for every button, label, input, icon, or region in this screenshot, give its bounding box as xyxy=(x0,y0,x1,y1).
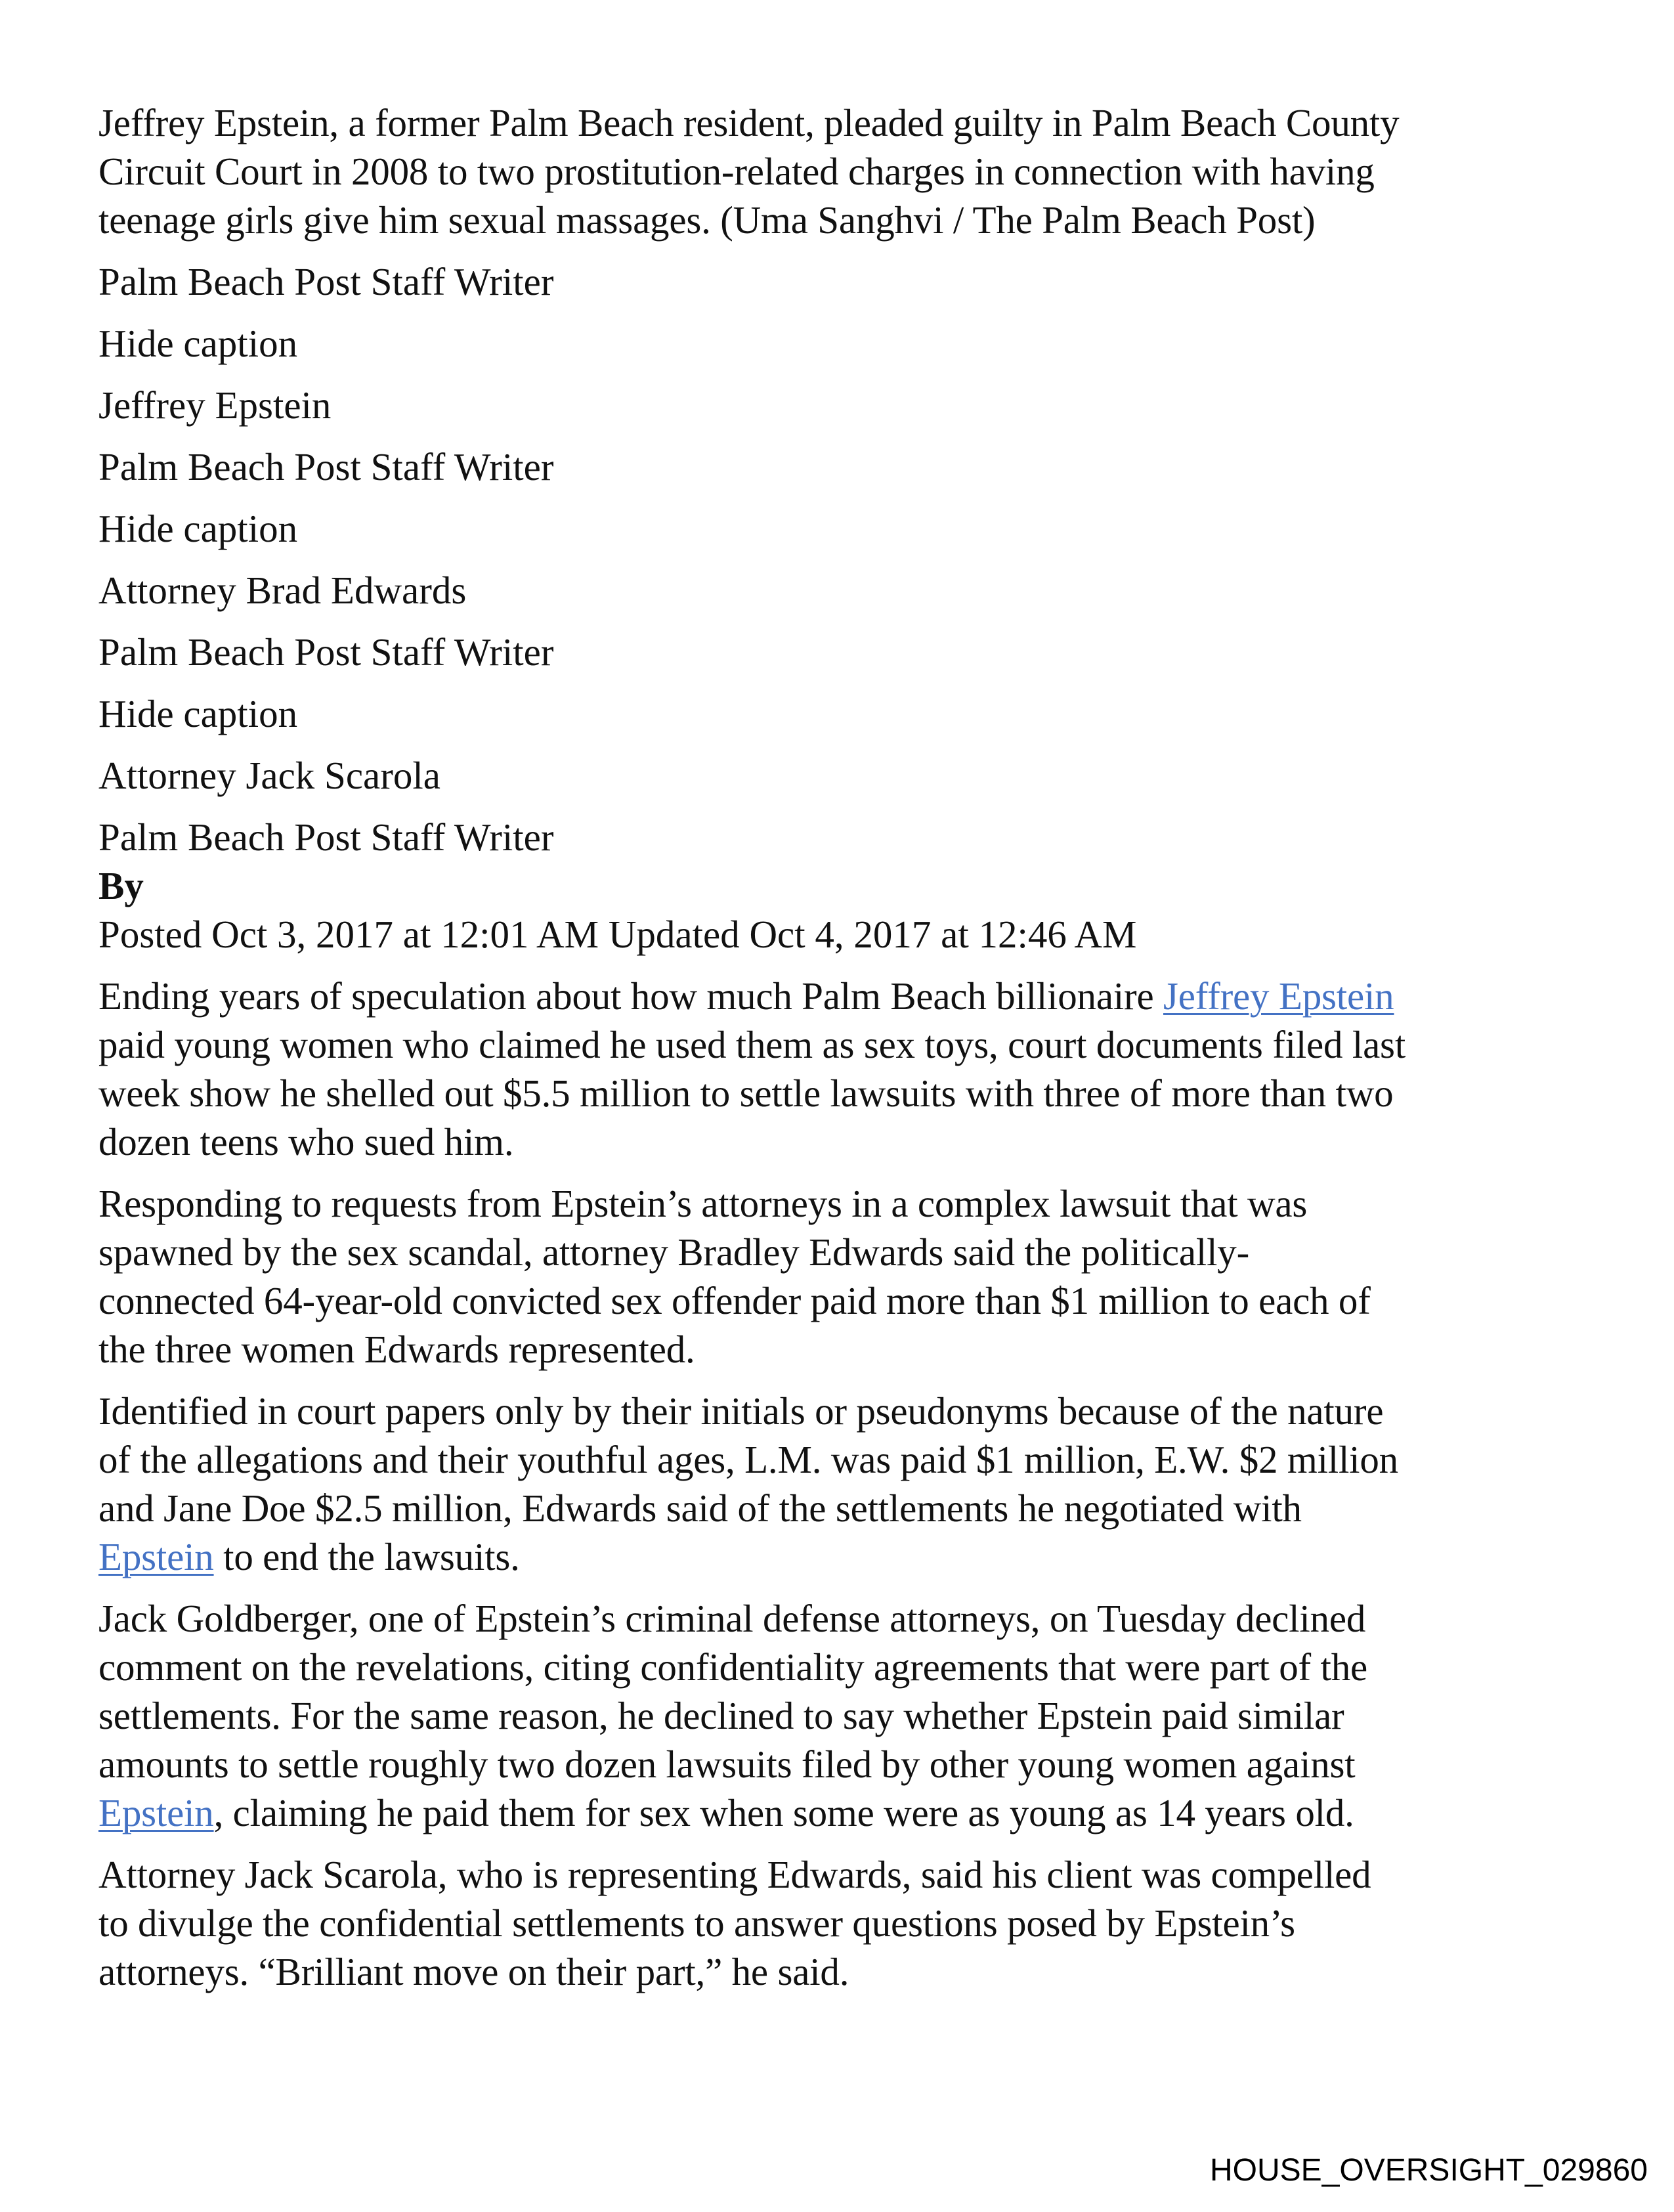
caption-line: Circuit Court in 2008 to two prostitution-related charges in connection with having xyxy=(98,150,1375,193)
paragraph-line: of the allegations and their youthful ages, L.M. was paid $1 million, E.W. $2 million xyxy=(98,1438,1398,1481)
article-paragraph-5 xyxy=(98,1850,1589,1996)
photo-caption-title: Attorney Jack Scarola xyxy=(98,754,440,797)
gallery-caption-list xyxy=(98,257,1589,861)
paragraph-line: amounts to settle roughly two dozen lawsuits filed by other young women against xyxy=(98,1743,1356,1786)
paragraph-line: week show he shelled out $5.5 million to settle lawsuits with three of more than two xyxy=(98,1072,1394,1115)
paragraph-line: settlements. For the same reason, he declined to say whether Epstein paid similar xyxy=(98,1694,1344,1737)
paragraph-text: , claiming he paid them for sex when some were as young as 14 years old. xyxy=(213,1791,1354,1834)
paragraph-text: Ending years of speculation about how much Palm Beach billionaire xyxy=(98,974,1164,1018)
paragraph-line: comment on the revelations, citing confidentiality agreements that were part of the xyxy=(98,1645,1367,1689)
article-paragraph-4 xyxy=(98,1594,1589,1837)
staff-writer-credit: Palm Beach Post Staff Writer xyxy=(98,445,554,488)
jeffrey-epstein-link[interactable]: Jeffrey Epstein xyxy=(1163,974,1394,1018)
article-paragraph-1 xyxy=(98,972,1589,1166)
photo-caption xyxy=(98,98,1589,244)
paragraph-line: the three women Edwards represented. xyxy=(98,1328,695,1371)
document-page xyxy=(98,98,1589,2009)
article-paragraph-3 xyxy=(98,1387,1589,1581)
paragraph-line: Responding to requests from Epstein’s attorneys in a complex lawsuit that was xyxy=(98,1182,1308,1225)
epstein-link[interactable]: Epstein xyxy=(98,1535,214,1578)
paragraph-line: Attorney Jack Scarola, who is representing Edwards, said his client was compelled xyxy=(98,1853,1371,1896)
photo-caption-title: Attorney Brad Edwards xyxy=(98,569,467,612)
paragraph-text: to end the lawsuits. xyxy=(213,1535,520,1578)
hide-caption-link[interactable]: Hide caption xyxy=(98,692,298,735)
paragraph-line xyxy=(98,1532,1589,1581)
caption-line: Jeffrey Epstein, a former Palm Beach resident, pleaded guilty in Palm Beach County xyxy=(98,101,1400,144)
paragraph-line: connected 64-year-old convicted sex offender paid more than $1 million to each of xyxy=(98,1279,1371,1322)
hide-caption-link[interactable]: Hide caption xyxy=(98,507,298,550)
paragraph-line: attorneys. “Brilliant move on their part,” he said. xyxy=(98,1950,849,1993)
paragraph-line xyxy=(98,1789,1589,1837)
photo-caption-title: Jeffrey Epstein xyxy=(98,383,332,427)
staff-writer-credit: Palm Beach Post Staff Writer xyxy=(98,260,554,303)
article-paragraph-2 xyxy=(98,1179,1589,1374)
paragraph-line: Identified in court papers only by their initials or pseudonyms because of the nature xyxy=(98,1389,1384,1433)
caption-line: teenage girls give him sexual massages. (Uma Sanghvi / The Palm Beach Post) xyxy=(98,198,1316,242)
epstein-link[interactable]: Epstein xyxy=(98,1791,214,1834)
staff-writer-credit: Palm Beach Post Staff Writer xyxy=(98,815,554,859)
paragraph-line: spawned by the sex scandal, attorney Bradley Edwards said the politically- xyxy=(98,1230,1250,1274)
paragraph-line: to divulge the confidential settlements to answer questions posed by Epstein’s xyxy=(98,1901,1295,1945)
paragraph-line xyxy=(98,972,1589,1020)
bates-stamp: HOUSE_OVERSIGHT_029860 xyxy=(1210,2153,1648,2188)
paragraph-line: dozen teens who sued him. xyxy=(98,1120,514,1163)
paragraph-line: Jack Goldberger, one of Epstein’s criminal defense attorneys, on Tuesday declined xyxy=(98,1597,1366,1640)
staff-writer-credit: Palm Beach Post Staff Writer xyxy=(98,630,554,674)
paragraph-line: and Jane Doe $2.5 million, Edwards said of the settlements he negotiated with xyxy=(98,1486,1302,1530)
byline-label: By xyxy=(98,864,144,907)
paragraph-line: paid young women who claimed he used them as sex toys, court documents filed last xyxy=(98,1023,1406,1066)
hide-caption-link[interactable]: Hide caption xyxy=(98,322,298,365)
posted-updated-timestamp: Posted Oct 3, 2017 at 12:01 AM Updated Oct 4, 2017 at 12:46 AM xyxy=(98,913,1137,956)
